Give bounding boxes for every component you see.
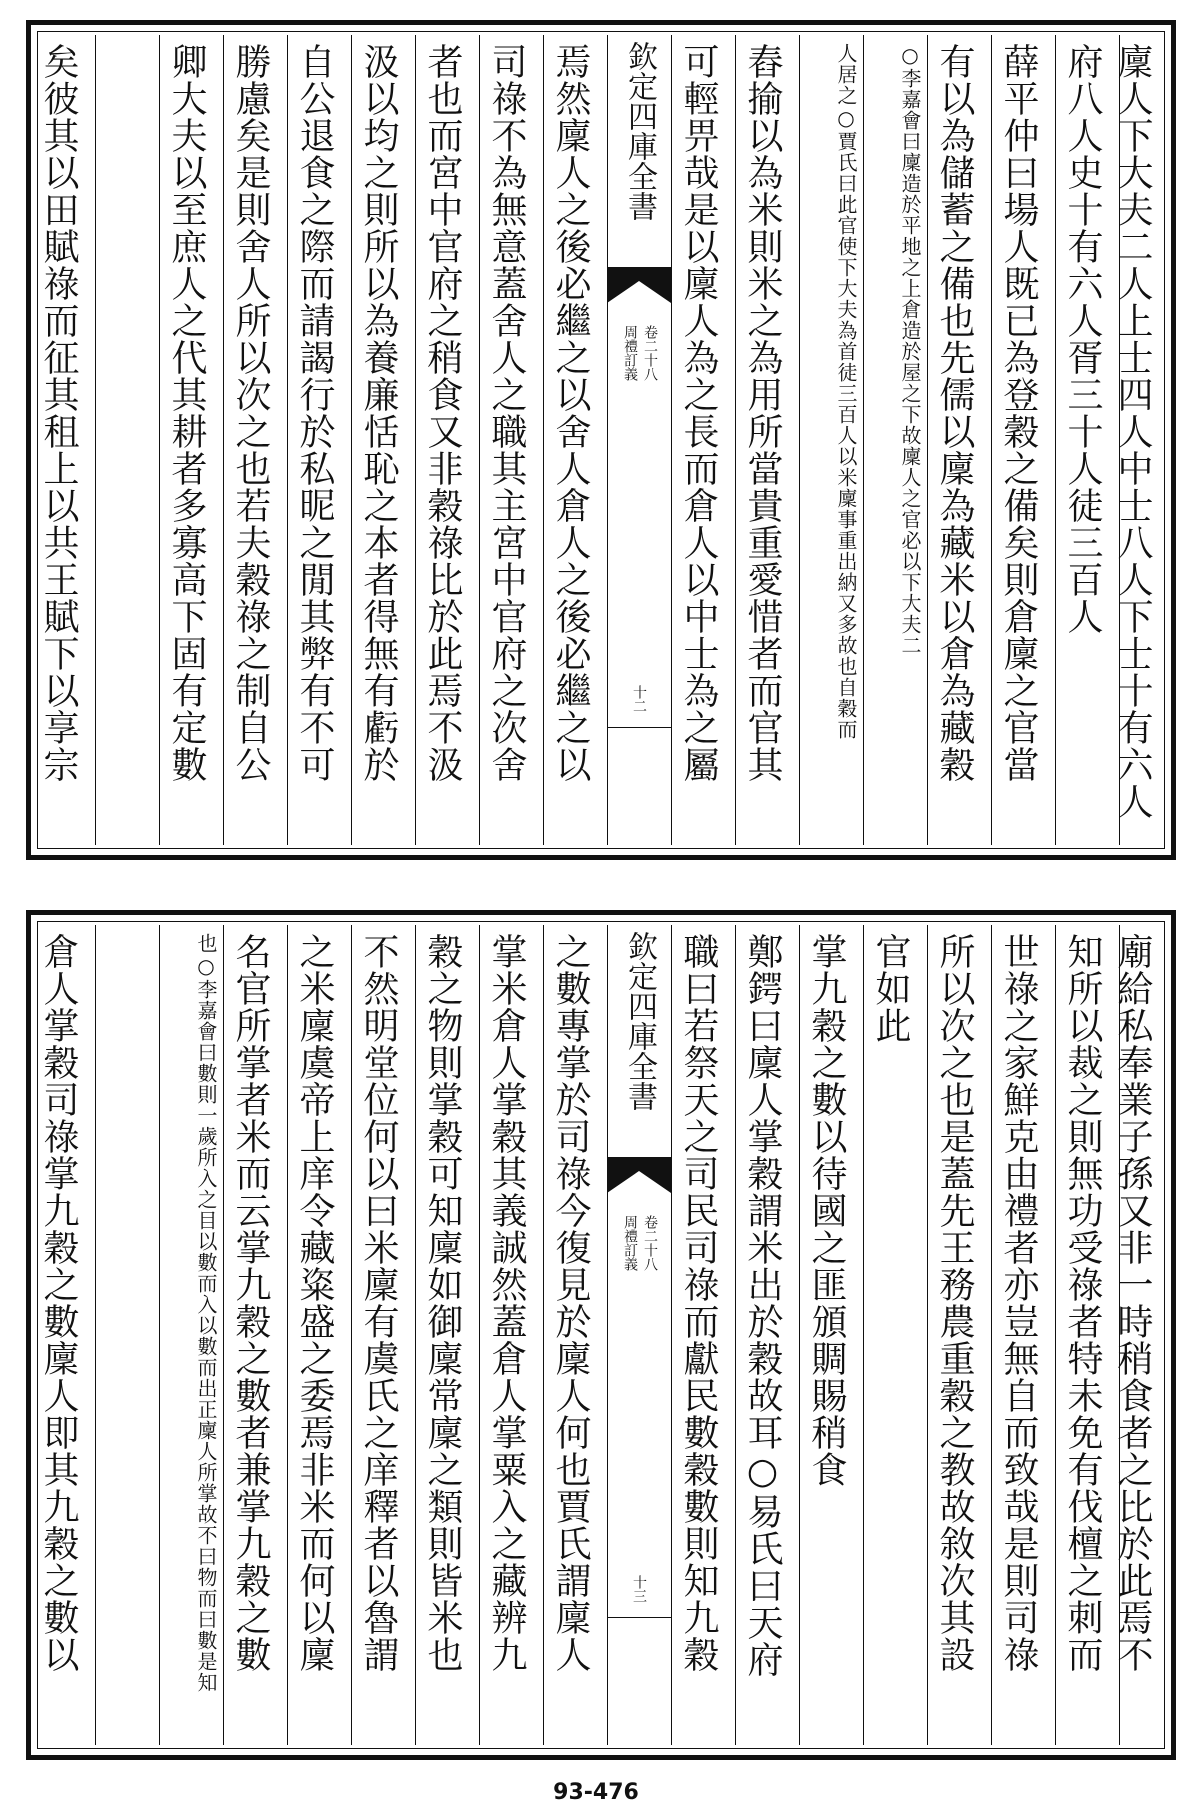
text-column: 可輕畀哉是以廩人為之長而倉人以中士為之屬 <box>678 43 719 783</box>
text-column: 所以次之也是蓋先王務農重穀之教故敘次其設 <box>934 933 975 1673</box>
text-column: 名官所掌者米而云掌九穀之數者兼掌九穀之數 <box>230 933 271 1673</box>
text-column: 掌米倉人掌穀其義誠然蓋倉人掌粟入之藏辨九 <box>486 933 527 1673</box>
fishtail-ornament <box>607 1157 671 1193</box>
text-column: 有以為儲蓄之備也先儒以廩為藏米以倉為藏穀 <box>934 43 975 783</box>
text-column: 府八人史十有六人胥三十人徒三百人 <box>1062 43 1103 635</box>
book-title: 欽定四庫全書 <box>622 41 657 221</box>
text-column: 廩人下大夫二人上士四人中士八人下士十有六人 <box>1112 43 1153 820</box>
column-rule <box>159 925 160 1745</box>
text-column: 知所以裁之則無功受祿者特未免有伐檀之刺而 <box>1062 933 1103 1673</box>
text-column: 廟給私奉業子孫又非一時稍食者之比於此焉不 <box>1112 933 1153 1673</box>
text-column: 薛平仲曰場人既已為登穀之備矣則倉廩之官當 <box>998 43 1039 783</box>
book-title: 欽定四庫全書 <box>622 931 657 1111</box>
juan-number: 卷二十八 <box>642 1215 658 1271</box>
juan-number: 卷二十八 <box>642 325 658 381</box>
text-column: 汲以均之則所以為養廉恬恥之本者得無有虧於 <box>358 43 399 783</box>
text-column: 焉然廩人之後必繼之以舍人倉人之後必繼之以 <box>550 43 591 783</box>
column-rule <box>95 925 96 1745</box>
text-column-annotation: ○李嘉會曰廩造於平地之上倉造於屋之下故廩人之官必以下大夫二 <box>898 43 922 656</box>
page-top <box>26 20 1176 860</box>
text-column: 勝慮矣是則舍人所以次之也若夫穀祿之制自公 <box>230 43 271 783</box>
book-name: 周禮訂義 <box>622 1215 638 1271</box>
folio-number: 十二 <box>631 685 647 713</box>
text-column: 不然明堂位何以曰米廩有虞氏之庠釋者以魯謂 <box>358 933 399 1673</box>
text-column: 穀之物則掌穀可知廩如御廩常廩之類則皆米也 <box>422 933 463 1673</box>
text-column-annotation: 人居之○賈氏曰此官使下大夫為首徒三百人以米廩事重出納又多故也自穀而 <box>834 43 858 740</box>
page-bottom <box>26 910 1176 1760</box>
text-column: 舂揄以為米則米之為用所當貴重愛惜者而官其 <box>742 43 783 783</box>
folio-number: 十三 <box>631 1575 647 1603</box>
fishtail-ornament <box>607 267 671 303</box>
column-rule <box>95 35 96 845</box>
column-rule <box>863 925 864 1745</box>
text-column: 卿大夫以至庶人之代其耕者多寡高下固有定數 <box>166 43 207 783</box>
text-column: 司祿不為無意蓋舍人之職其主宮中官府之次舍 <box>486 43 527 783</box>
text-column: 倉人掌穀司祿掌九穀之數廩人即其九穀之數以 <box>38 933 79 1673</box>
text-column-annotation: 也○李嘉會曰數則一歲所入之目以數而入以數而出正廩人所掌故不曰物而曰數是知 <box>194 933 218 1693</box>
page-footer-number: 93-476 <box>553 1780 639 1805</box>
folio-rule <box>607 727 671 728</box>
text-column: 掌九穀之數以待國之匪頒賙賜稍食 <box>806 933 847 1488</box>
column-rule <box>863 35 864 845</box>
text-column: 官如此 <box>870 933 911 1044</box>
text-column: 職曰若祭天之司民司祿而獻民數穀數則知九穀 <box>678 933 719 1673</box>
center-banner <box>607 35 671 845</box>
text-column: 矣彼其以田賦祿而征其租上以共王賦下以享宗 <box>38 43 79 783</box>
text-column: 之米廩虞帝上庠令藏粢盛之委焉非米而何以廩 <box>294 933 335 1673</box>
book-name: 周禮訂義 <box>622 325 638 381</box>
center-banner <box>607 925 671 1745</box>
column-rule <box>799 35 800 845</box>
text-column: 鄭鍔曰廩人掌穀謂米出於穀故耳○易氏曰天府 <box>742 933 783 1678</box>
text-column: 世祿之家鮮克由禮者亦豈無自而致哉是則司祿 <box>998 933 1039 1673</box>
text-column: 自公退食之際而請謁行於私昵之閒其弊有不可 <box>294 43 335 783</box>
folio-rule <box>607 1617 671 1618</box>
text-column: 者也而宮中官府之稍食又非穀祿比於此焉不汲 <box>422 43 463 783</box>
text-column: 之數專掌於司祿今復見於廩人何也賈氏謂廩人 <box>550 933 591 1673</box>
